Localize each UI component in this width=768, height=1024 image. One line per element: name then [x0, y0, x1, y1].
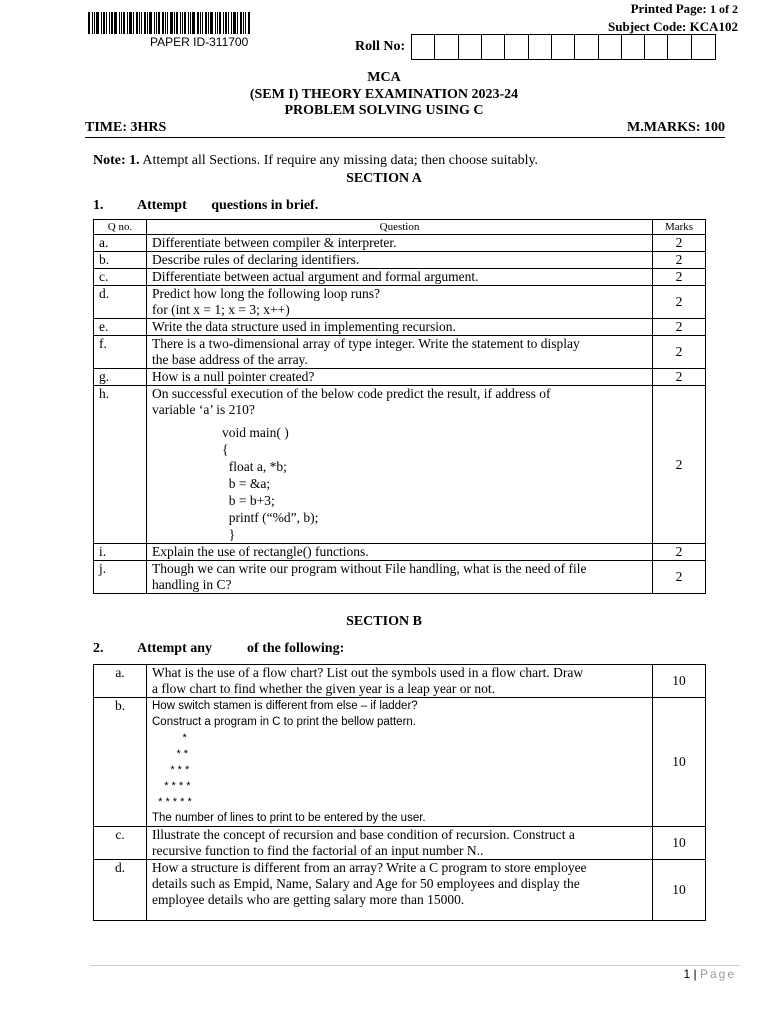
time-label: TIME: 3HRS — [85, 120, 167, 135]
table-row: h. On successful execution of the below code predict the result, if address of variable ‘a’ is 210? void main( ) { float a, *b; b = &a; b = b+3; printf (“%d”, b); } 2 — [94, 386, 706, 544]
note — [93, 153, 538, 169]
table-row: b. Describe rules of declaring identifiers. 2 — [94, 252, 706, 269]
subject-title: PROBLEM SOLVING USING C — [284, 103, 484, 118]
section-b-title: SECTION B — [346, 614, 422, 629]
section-a-table — [93, 219, 706, 594]
col-question: Question — [147, 220, 653, 235]
question-1-num: 1. — [93, 198, 104, 213]
max-marks: M.MARKS: 100 — [627, 120, 725, 135]
table-row: j. Though we can write our program without File handling, what is the need of file handling in C? 2 — [94, 561, 706, 594]
note-num: 1. — [129, 153, 140, 168]
section-a-title: SECTION A — [346, 171, 422, 186]
printed-page-value: 1 of 2 — [710, 2, 738, 16]
printed-page-block — [608, 0, 738, 35]
table-row: a. What is the use of a flow chart? List out the symbols used in a flow chart. Draw a flow chart to find whether the given year is a leap year or not. 10 — [94, 665, 706, 698]
printed-page-label: Printed Page: — [630, 1, 707, 16]
roll-label: Roll No: — [355, 39, 406, 54]
subject-code: Subject Code: KCA102 — [608, 19, 738, 34]
barcode — [88, 12, 318, 34]
footer-rule — [90, 965, 740, 966]
exam-title: (SEM I) THEORY EXAMINATION 2023-24 — [249, 87, 519, 102]
section-b-table — [93, 664, 706, 921]
table-row: c. Differentiate between actual argument and formal argument. 2 — [94, 269, 706, 286]
program-title: MCA — [367, 70, 401, 85]
time-marks-row — [85, 120, 725, 138]
roll-number-row — [355, 34, 716, 60]
table-row: d. Predict how long the following loop runs? for (int x = 1; x = 3; x++) 2 — [94, 286, 706, 319]
code-block: void main( ) { float a, *b; b = &a; b = b+3; printf (“%d”, b); } — [222, 425, 319, 542]
table-row: g. How is a null pointer created? 2 — [94, 369, 706, 386]
paper-id: PAPER ID-311700 — [150, 35, 249, 49]
table-row: e. Write the data structure used in implementing recursion. 2 — [94, 319, 706, 336]
question-1-heading — [93, 198, 318, 214]
question-2-heading — [93, 641, 344, 657]
col-marks: Marks — [653, 220, 706, 235]
table-row: f. There is a two-dimensional array of type integer. Write the statement to display the base address of the array. 2 — [94, 336, 706, 369]
page-number: 1 | Page — [683, 967, 736, 981]
question-2-num: 2. — [93, 641, 104, 656]
question-1-instruction: Attempt questions in brief. — [137, 198, 319, 213]
table-row: i. Explain the use of rectangle() functions. 2 — [94, 544, 706, 561]
table-row: b. How switch stamen is different from else – if ladder? Construct a program in C to print the bellow pattern. * * * * * * * * * * * * * * * The number of lines to print to be entered by the user. 10 — [94, 698, 706, 827]
table-row: c. Illustrate the concept of recursion and base condition of recursion. Construct a recursive function to find the factorial of an input number N.. 10 — [94, 827, 706, 860]
table-row: a. Differentiate between compiler & interpreter. 2 — [94, 235, 706, 252]
table-row: d. How a structure is different from an array? Write a C program to store employee details such as Empid, Name, Salary and Age for 50 employees and display the employee details who are getting salary more than 15000. 10 — [94, 860, 706, 921]
roll-number-boxes — [411, 34, 716, 60]
question-2-instruction: Attempt any of the following: — [137, 641, 345, 656]
note-text: Attempt all Sections. If require any missing data; then choose suitably. — [142, 153, 539, 168]
note-label: Note: — [93, 153, 126, 168]
col-qno: Q no. — [94, 220, 147, 235]
star-pattern: * * * * * * * * * * * * * * * — [152, 732, 192, 808]
